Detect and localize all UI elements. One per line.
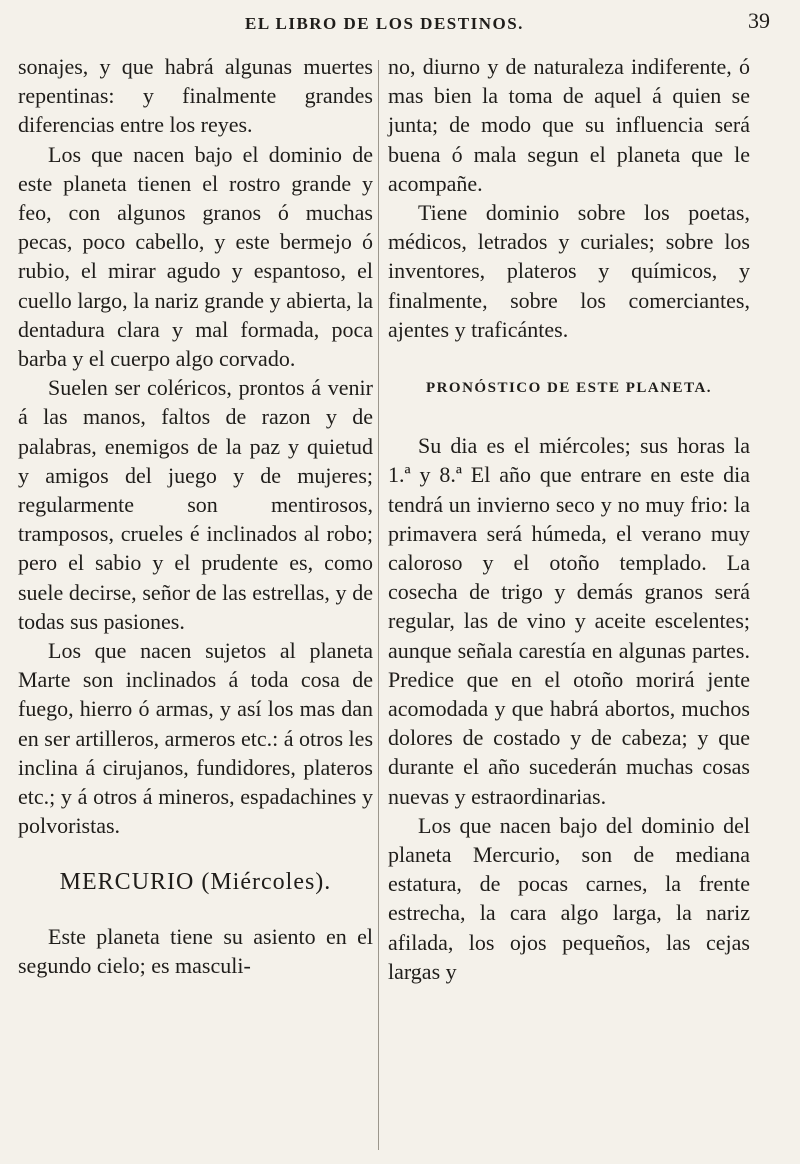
paragraph: Los que nacen sujetos al planeta Marte son inclinados á toda cosa de fuego, hierro ó armas, y así los mas dan en ser artilleros, armeros etc.: á otros les inclina á cirujanos, fundidores, plateros etc.; y á otros á mineros, espadachines y polvoristas. bbox=[18, 638, 373, 839]
column-divider bbox=[378, 60, 379, 1150]
paragraph: Suelen ser coléricos, prontos á venir á las manos, faltos de razon y de palabras, enemigos de la paz y quietud y amigos del juego y de mujeres; regularmente son mentirosos, tramposos, crueles é inclinados al robo; pero el sabio y el prudente es, como suele decirse, señor de las estrellas, y de todas sus pasiones. bbox=[18, 375, 373, 634]
section-heading-mercurio: MERCURIO (Miércoles). bbox=[59, 869, 332, 896]
paragraph: Los que nacen bajo el dominio de este planeta tienen el rostro grande y feo, con algunos granos ó muchas pecas, poco cabello, y este bermejo ó rubio, el mirar agudo y espantoso, el cuello largo, la nariz grande y abierta, la dentadura clara y mal formada, poca barba y el cuerpo algo corvado. bbox=[18, 141, 373, 372]
paragraph: Los que nacen bajo del dominio del planeta Mercurio, son de mediana estatura, de pocas carnes, la frente estrecha, la cara algo larga, la nariz afilada, los ojos pequeños, las cejas largas y bbox=[388, 812, 750, 984]
paragraph: Tiene dominio sobre los poetas, médicos, letrados y curiales; sobre los inventores, plateros y químicos, y finalmente, sobre los comerciantes, ajentes y traficántes. bbox=[388, 200, 750, 342]
paragraph-continued: sonajes, y que habrá algunas muertes repentinas: y finalmente grandes diferencias entre los reyes. bbox=[18, 54, 373, 138]
left-column bbox=[18, 52, 373, 980]
paragraph: Su dia es el miércoles; sus horas la 1.ª y 8.ª El año que entrare en este dia tendrá un invierno seco y no muy frio: la primavera será húmeda, el verano muy caloroso y el otoño templado. La cosecha de trigo y demás granos será regular, las de vino y aceite escelentes; aunque señala carestía en algunas partes. Predice que en el otoño morirá jente acomodada y que habrá abortos, muchos dolores de costado y de cabeza; y que durante el año sucederán muchas cosas nuevas y estraordinarias. bbox=[388, 433, 750, 809]
section-heading-pronostico: PRONÓSTICO DE ESTE PLANETA. bbox=[425, 380, 713, 397]
right-column bbox=[388, 52, 750, 986]
running-title: EL LIBRO DE LOS DESTINOS. bbox=[245, 14, 524, 33]
page-number: 39 bbox=[748, 8, 770, 33]
paragraph-continued: no, diurno y de naturaleza indiferente, ó mas bien la toma de aquel á quien se junta; de modo que su influencia será buena ó mala segun el planeta que le acompañe. bbox=[388, 54, 750, 196]
paragraph: Este planeta tiene su asiento en el segundo cielo; es masculi- bbox=[18, 923, 373, 978]
